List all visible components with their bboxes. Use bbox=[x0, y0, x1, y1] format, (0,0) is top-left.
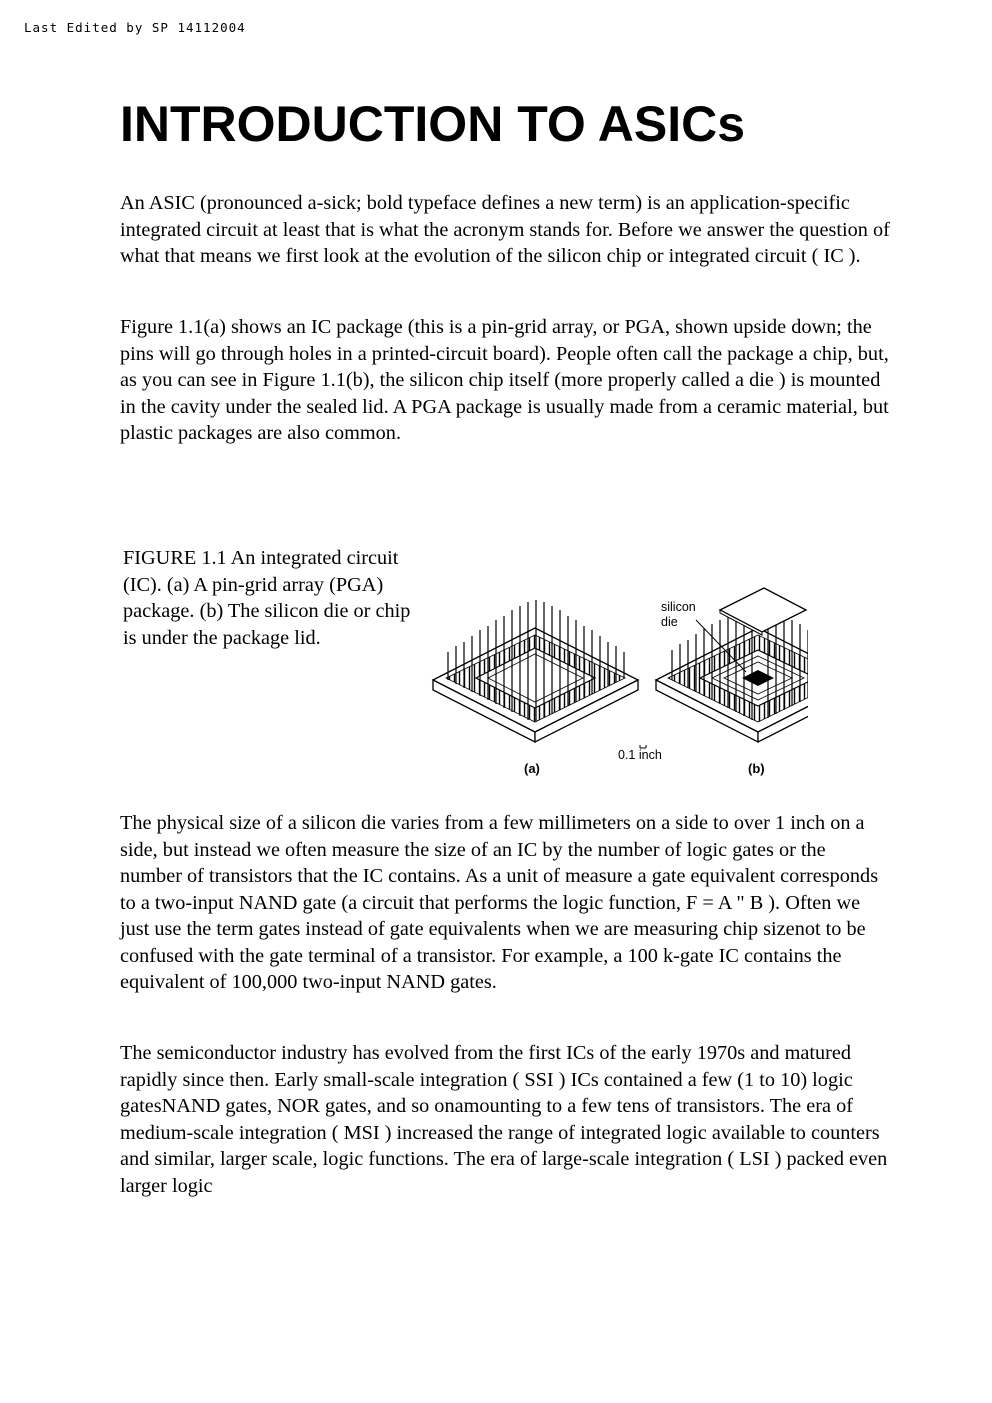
paragraph-intro: An ASIC (pronounced a-sick; bold typeface defines a new term) is an application-specific integrated circuit at least that is what the acronym stands for. Before we answer the question of what that means we first look at the evolution of the silicon chip or integrated circuit ( IC ). bbox=[120, 192, 890, 267]
label-a: (a) bbox=[524, 761, 540, 776]
package-lid bbox=[720, 588, 806, 632]
header-note: Last Edited by SP 14112004 bbox=[24, 20, 246, 35]
paragraph-industry: The semiconductor industry has evolved from the first ICs of the early 1970s and matured rapidly since then. Early small-scale integration ( SSI ) ICs contained a few (1 to 10) logic gatesNAND gates, NOR gates, and so onamounting to a few tens of transistors. The era of medium-scale integration ( MSI ) increased the range of integrated logic available to counters and similar, larger scale, logic functions. The era of large-scale integration ( LSI ) packed even larger logic bbox=[120, 1042, 888, 1197]
figure-caption: FIGURE 1.1 An integrated circuit (IC). (a) A pin-grid array (PGA) package. (b) The silicon die or chip is under the package lid. bbox=[123, 547, 411, 649]
label-b: (b) bbox=[748, 761, 765, 776]
scale-label: 0.1 inch bbox=[618, 748, 662, 762]
pga-package-a bbox=[433, 600, 638, 742]
label-die: die bbox=[661, 615, 678, 629]
label-silicon: silicon bbox=[661, 600, 696, 614]
paragraph-die-size: The physical size of a silicon die varies from a few millimeters on a side to over 1 inch on a side, but instead we often measure the size of an IC by the number of logic gates or the number of transistors that the IC contains. As a unit of measure a gate equivalent corresponds to a two-input NAND gate (a circuit that performs the logic function, F = A " B ). Often we just use the term gates instead of gate equivalents when we are measuring chip sizenot to be confused with the gate terminal of a transistor. For example, a 100 k-gate IC contains the equivalent of 100,000 two-input NAND gates. bbox=[120, 812, 879, 993]
pga-figure bbox=[428, 580, 808, 780]
page-title: INTRODUCTION TO ASICs bbox=[120, 96, 746, 152]
paragraph-package: Figure 1.1(a) shows an IC package (this is a pin-grid array, or PGA, shown upside down; the pins will go through holes in a printed-circuit board). People often call the package a chip, but, as you can see in Figure 1.1(b), the silicon chip itself (more properly called a die ) is mounted in the cavity under the sealed lid. A PGA package is usually made from a ceramic material, but plastic packages are also common. bbox=[120, 316, 889, 444]
